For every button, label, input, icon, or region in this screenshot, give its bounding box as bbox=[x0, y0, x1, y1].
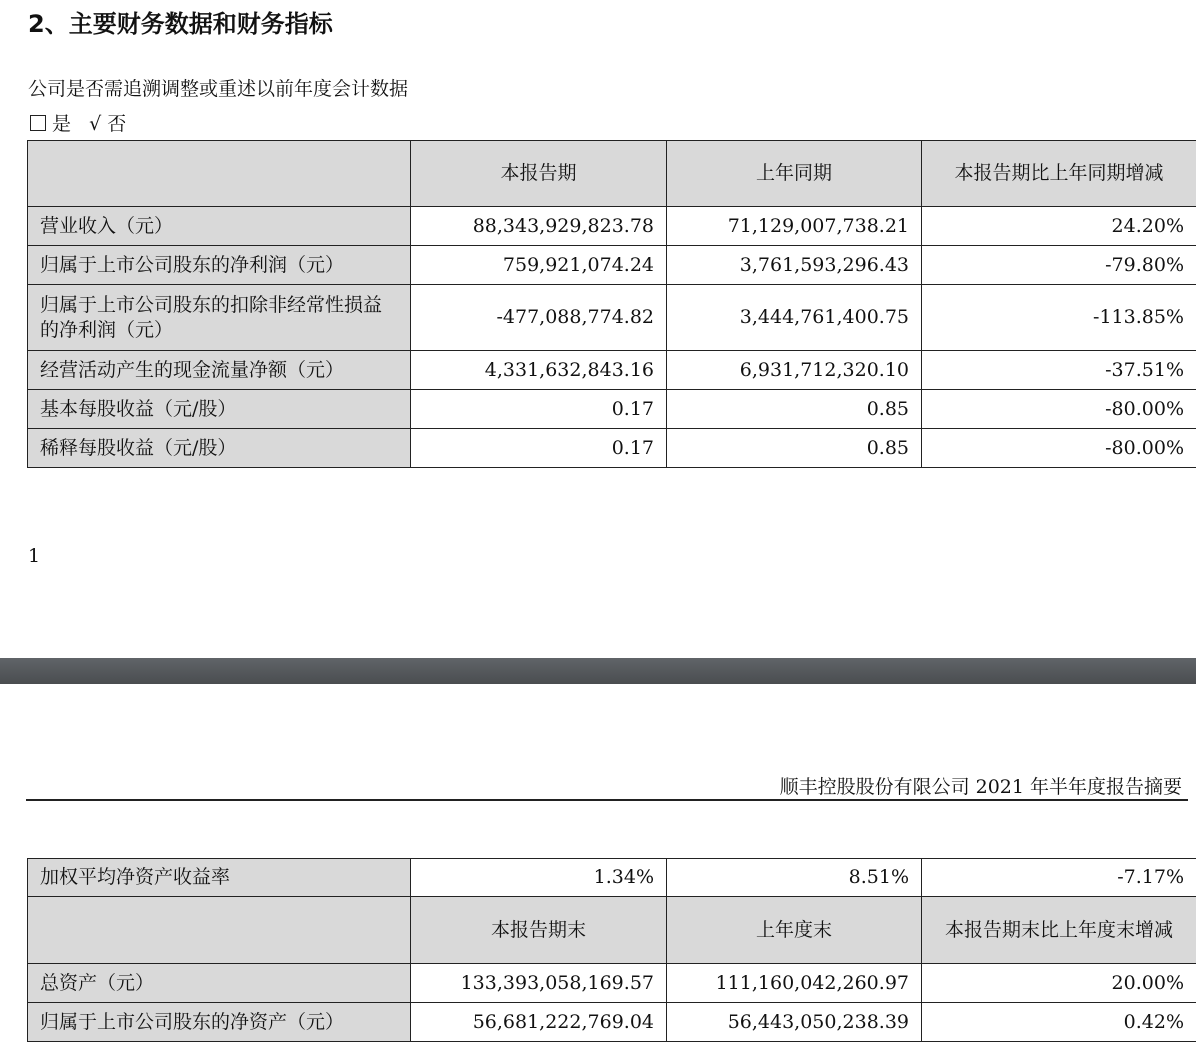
current-value: 56,681,222,769.04 bbox=[411, 1003, 667, 1042]
current-value: 88,343,929,823.78 bbox=[411, 207, 667, 246]
header-rule bbox=[26, 799, 1188, 801]
balance-sheet-table bbox=[27, 858, 1196, 1042]
table-header-row bbox=[28, 897, 1196, 964]
change-value: -79.80% bbox=[922, 246, 1196, 285]
header-change: 本报告期末比上年度末增减 bbox=[922, 897, 1196, 964]
prior-value: 0.85 bbox=[667, 429, 922, 468]
row-label: 基本每股收益（元/股） bbox=[28, 390, 411, 429]
section-heading: 2、主要财务数据和财务指标 bbox=[28, 10, 333, 38]
header-blank-cell bbox=[28, 897, 411, 964]
current-value: 0.17 bbox=[411, 390, 667, 429]
check-mark-icon: √ bbox=[89, 113, 102, 135]
table-row bbox=[28, 859, 1196, 897]
running-header: 顺丰控股股份有限公司 2021 年半年度报告摘要 bbox=[779, 776, 1182, 798]
change-value: 0.42% bbox=[922, 1003, 1196, 1042]
prior-value: 56,443,050,238.39 bbox=[667, 1003, 922, 1042]
change-value: -113.85% bbox=[922, 285, 1196, 351]
table-row bbox=[28, 390, 1196, 429]
table-row bbox=[28, 964, 1196, 1003]
table-row bbox=[28, 429, 1196, 468]
page-break-divider bbox=[0, 658, 1196, 684]
change-value: 20.00% bbox=[922, 964, 1196, 1003]
table-row bbox=[28, 351, 1196, 390]
unchecked-box-icon bbox=[30, 115, 46, 131]
table-row bbox=[28, 285, 1196, 351]
header-prior-period: 上年同期 bbox=[667, 141, 922, 207]
prior-value: 3,444,761,400.75 bbox=[667, 285, 922, 351]
current-value: 133,393,058,169.57 bbox=[411, 964, 667, 1003]
restatement-question: 公司是否需追溯调整或重述以前年度会计数据 bbox=[28, 78, 409, 100]
change-value: -80.00% bbox=[922, 429, 1196, 468]
row-label: 稀释每股收益（元/股） bbox=[28, 429, 411, 468]
row-label: 归属于上市公司股东的扣除非经常性损益的净利润（元） bbox=[28, 285, 411, 351]
table-header-row bbox=[28, 141, 1196, 207]
restatement-answer bbox=[30, 109, 126, 136]
change-value: -37.51% bbox=[922, 351, 1196, 390]
header-blank-cell bbox=[28, 141, 411, 207]
change-value: -7.17% bbox=[922, 859, 1196, 897]
row-label: 总资产（元） bbox=[28, 964, 411, 1003]
current-value: 759,921,074.24 bbox=[411, 246, 667, 285]
header-period-end: 本报告期末 bbox=[411, 897, 667, 964]
header-change: 本报告期比上年同期增减 bbox=[922, 141, 1196, 207]
row-label: 加权平均净资产收益率 bbox=[28, 859, 411, 897]
row-label: 归属于上市公司股东的净利润（元） bbox=[28, 246, 411, 285]
row-label: 经营活动产生的现金流量净额（元） bbox=[28, 351, 411, 390]
page-number: 1 bbox=[28, 545, 41, 567]
prior-value: 71,129,007,738.21 bbox=[667, 207, 922, 246]
change-value: -80.00% bbox=[922, 390, 1196, 429]
financial-data-table bbox=[27, 140, 1196, 468]
current-value: 1.34% bbox=[411, 859, 667, 897]
prior-value: 8.51% bbox=[667, 859, 922, 897]
change-value: 24.20% bbox=[922, 207, 1196, 246]
table-row bbox=[28, 1003, 1196, 1042]
option-yes-label: 是 bbox=[52, 113, 72, 135]
table-row bbox=[28, 207, 1196, 246]
prior-value: 3,761,593,296.43 bbox=[667, 246, 922, 285]
prior-value: 111,160,042,260.97 bbox=[667, 964, 922, 1003]
current-value: 0.17 bbox=[411, 429, 667, 468]
header-prior-year-end: 上年度末 bbox=[667, 897, 922, 964]
prior-value: 0.85 bbox=[667, 390, 922, 429]
table-row bbox=[28, 246, 1196, 285]
option-no-label: 否 bbox=[107, 113, 127, 135]
row-label: 营业收入（元） bbox=[28, 207, 411, 246]
header-current-period: 本报告期 bbox=[411, 141, 667, 207]
prior-value: 6,931,712,320.10 bbox=[667, 351, 922, 390]
current-value: 4,331,632,843.16 bbox=[411, 351, 667, 390]
row-label: 归属于上市公司股东的净资产（元） bbox=[28, 1003, 411, 1042]
current-value: -477,088,774.82 bbox=[411, 285, 667, 351]
